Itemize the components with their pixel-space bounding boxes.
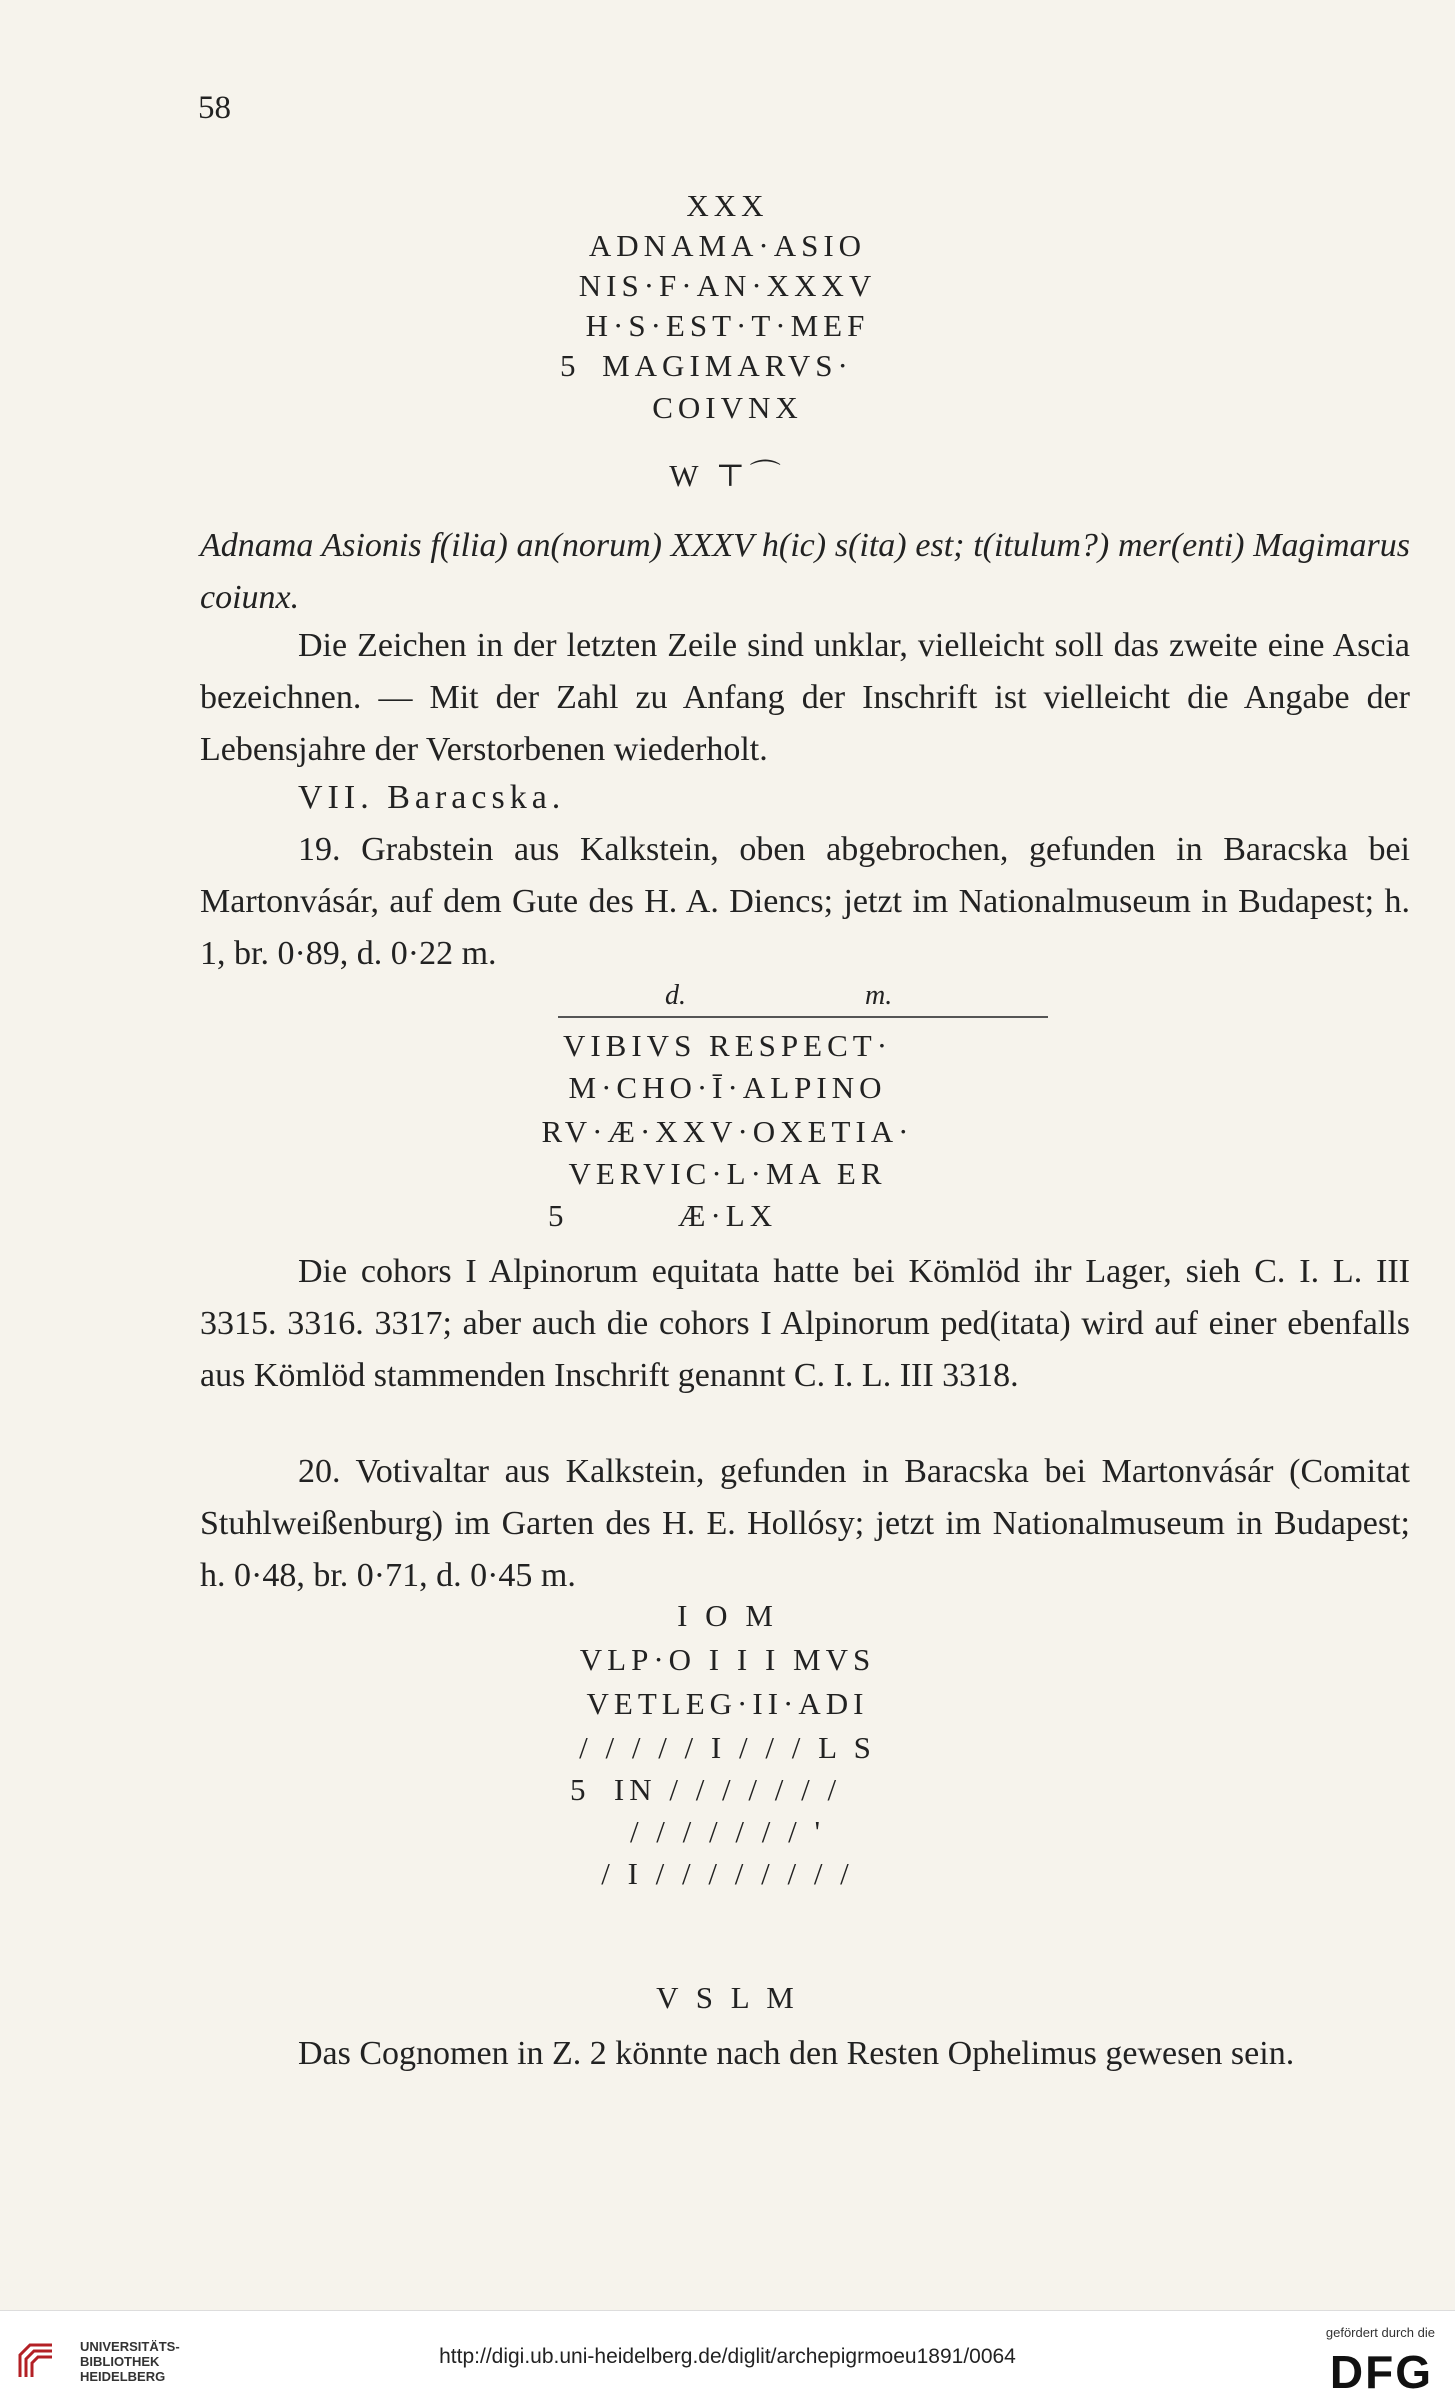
inscription-line: VLP·O I I I MVS [579,1642,876,1677]
commentary-paragraph: Das Cognomen in Z. 2 könnte nach den Resten Ophelimus gewesen sein. [298,2035,1295,2072]
line-number: 5 [560,348,576,383]
dfg-logo: DFG [1329,2346,1433,2398]
inscription-reading: Adnama Asionis f(ilia) an(norum) XXXV h(ic) s(ita) est; t(itulum?) mer(enti) Magimarus coiunx. [200,527,1410,616]
inscription-line: / / / / / / / ' [629,1814,826,1849]
inscription-line: COIVNX [652,390,803,425]
inscription-line: RV·Æ·XXV·OXETIA· [541,1114,914,1149]
library-name-line: BIBLIOTHEK [80,2354,160,2369]
header-d: d. [665,980,686,1011]
inscription-line: XXX [686,188,769,223]
page-number: 58 [198,90,231,126]
inscription-line: NIS·F·AN·XXXV [578,268,877,303]
funding-label: gefördert durch die [1325,2325,1435,2340]
permalink[interactable]: http://digi.ub.uni-heidelberg.de/diglit/archepigrmoeu1891/0064 [439,2345,1016,2368]
library-name-line: HEIDELBERG [80,2369,166,2384]
inscription-closing: V S L M [656,1980,799,2015]
inscription-line: I O M [677,1598,778,1633]
inscription-line: VIBIVS RESPECT· [562,1028,893,1063]
library-name-line: UNIVERSITÄTS- [80,2339,180,2354]
footer-bar [0,2310,1455,2402]
header-m: m. [865,980,893,1011]
inscription-line: / I / / / / / / / / [601,1856,854,1891]
inscription-line: Æ·LX [677,1198,778,1233]
inscription-line: VETLEG·II·ADI [586,1686,869,1721]
divider-line [558,1016,1048,1018]
inscription-line: VERVIC·L·MA ER [568,1156,887,1191]
inscription-glyphs: W ⊤⌒ [669,458,786,493]
inscription-line: H·S·EST·T·MEF [585,308,870,343]
object-description: 20. Votivaltar aus Kalkstein, gefunden in Baracska bei Martonvásár (Comitat Stuhlweißenburg) im Garten des H. E. Hollósy; jetzt im Nationalmuseum in Budapest; h. 0·48, br. 0·71, d. 0·45 m. [200,1453,1410,1594]
inscription-line: / / / / / I / / / L S [579,1730,876,1765]
commentary-paragraph: Die cohors I Alpinorum equitata hatte bei Kömlöd ihr Lager, sieh C. I. L. III 3315. 3316. 3317; aber auch die cohors I Alpinorum ped(itata) wird auf einer ebenfalls aus Kömlöd stammenden Inschrift genannt C. I. L. III 3318. [200,1253,1410,1394]
line-number: 5 [570,1772,586,1807]
section-heading: VII. Baracska. [298,779,566,816]
inscription-line: M·CHO·Ī·ALPINO [568,1070,887,1105]
inscription-line: IN / / / / / / / [613,1772,842,1807]
inscription-line: ADNAMA·ASIO [588,228,867,263]
line-number: 5 [548,1198,564,1233]
commentary-paragraph: Die Zeichen in der letzten Zeile sind unklar, vielleicht soll das zweite eine Ascia bezeichnen. — Mit der Zahl zu Anfang der Inschrift ist vielleicht die Angabe der Lebensjahre der Verstorbenen wiederholt. [200,627,1410,768]
object-description: 19. Grabstein aus Kalkstein, oben abgebrochen, gefunden in Baracska bei Martonvásár, auf dem Gute des H. A. Diencs; jetzt im Nationalmuseum in Budapest; h. 1, br. 0·89, d. 0·22 m. [200,831,1410,972]
inscription-line: MAGIMARVS· [602,348,853,383]
